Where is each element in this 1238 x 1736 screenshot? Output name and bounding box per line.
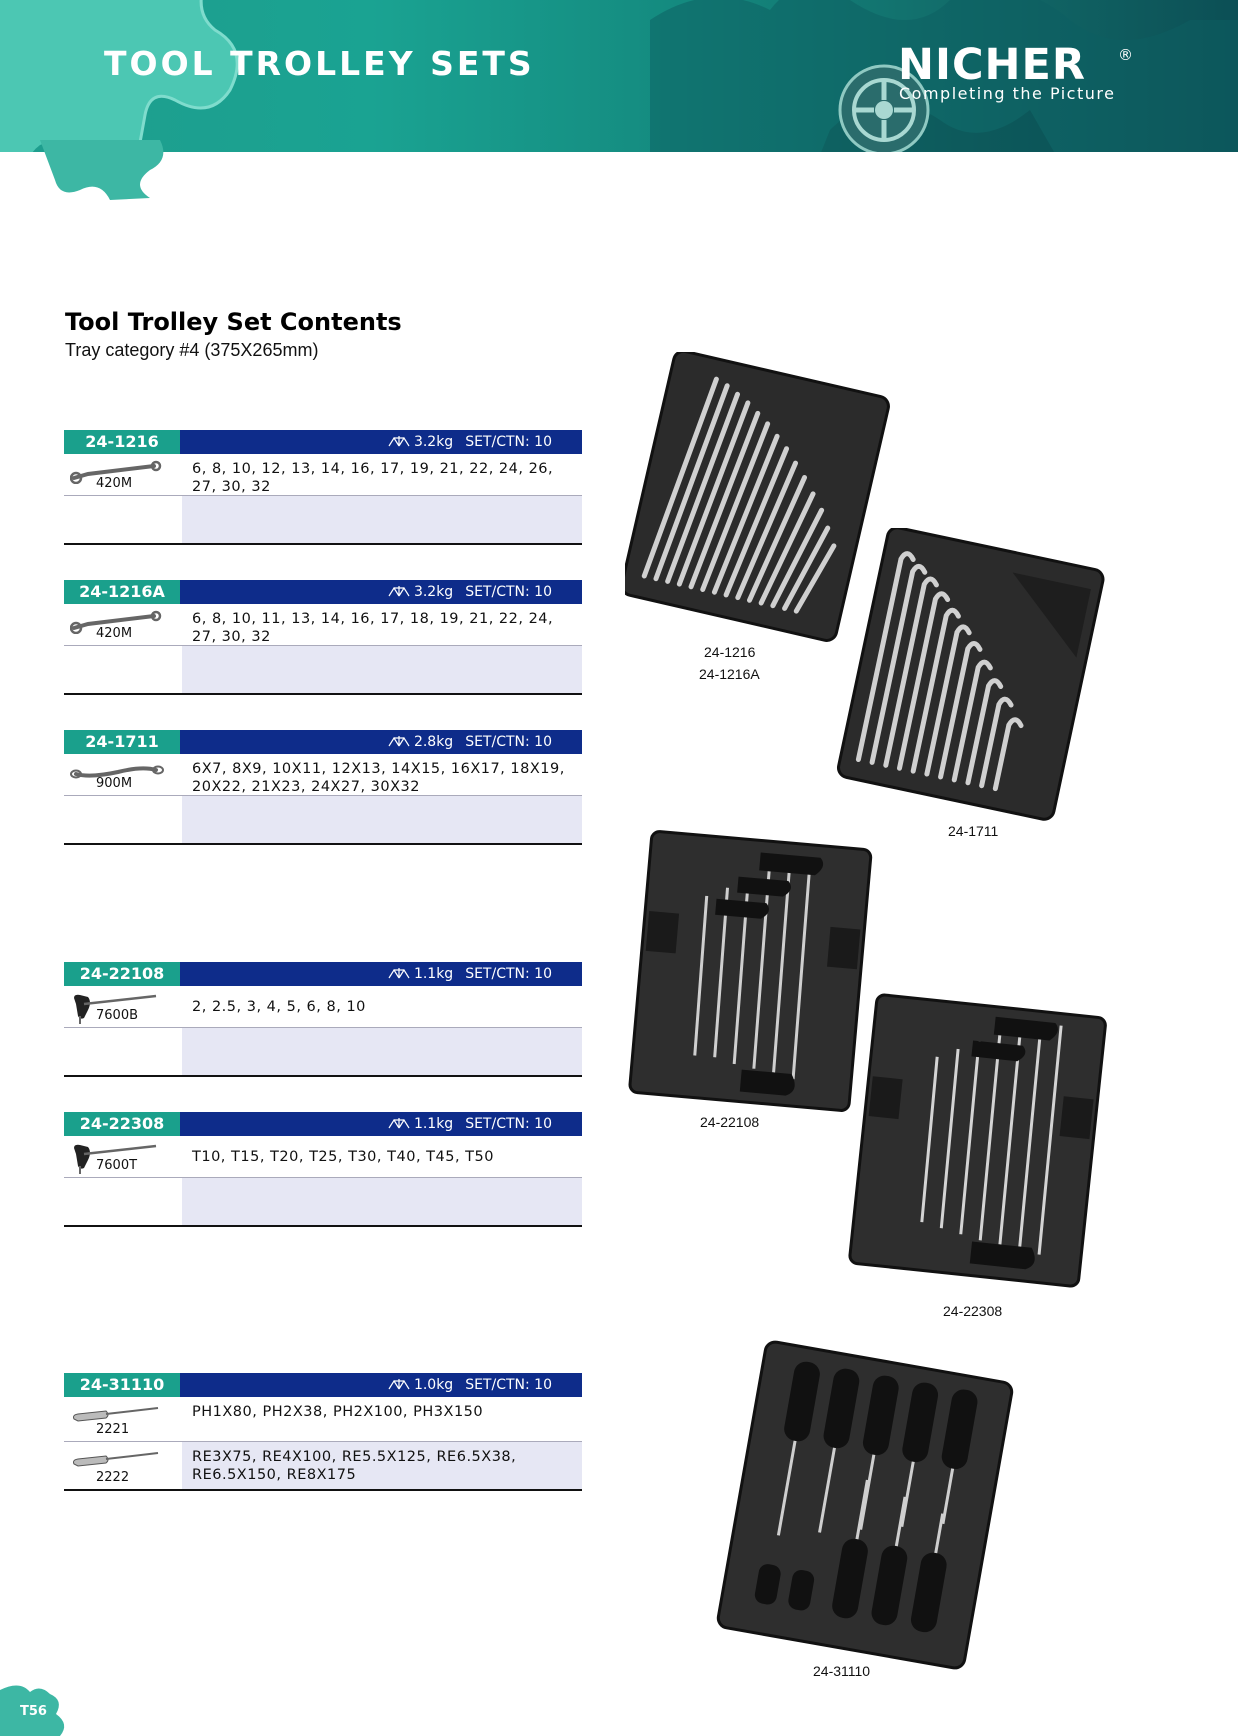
product-code: 24-22308: [64, 1112, 180, 1136]
tray-photo-t-handle-hex-keys: [620, 830, 880, 1120]
blank-row: [64, 796, 582, 843]
image-caption: 24-31110: [813, 1663, 871, 1679]
product-weight: 2.8kg: [413, 734, 454, 750]
table-rule: [64, 1075, 582, 1077]
table-rule: [64, 1489, 582, 1491]
tool-reference: 420M: [96, 476, 133, 491]
tray-photo-t-handle-torx-keys: [842, 992, 1122, 1302]
size-list: 6, 8, 10, 11, 13, 14, 16, 17, 18, 19, 21, 22, 24, 27, 30, 32: [192, 611, 554, 645]
page-title: TOOL TROLLEY SETS: [104, 44, 535, 83]
table-row: [64, 754, 582, 796]
product-weight: 1.1kg: [413, 1116, 454, 1132]
product-weight: 1.1kg: [413, 966, 454, 982]
product-header: [64, 1112, 582, 1136]
image-caption: 24-22108: [700, 1114, 760, 1130]
product-meta: [388, 580, 552, 604]
product-table: [64, 730, 582, 845]
product-code: 24-1711: [64, 730, 180, 754]
section-title: Tool Trolley Set Contents: [65, 308, 402, 336]
product-code: 24-22108: [64, 962, 180, 986]
scale-icon: [388, 1117, 410, 1129]
table-row: [64, 604, 582, 646]
product-table: [64, 1112, 582, 1227]
registered-mark: ®: [1118, 46, 1133, 64]
tool-reference: 900M: [96, 776, 133, 791]
blank-row: [64, 1028, 582, 1075]
product-weight: 3.2kg: [413, 434, 454, 450]
blank-row: [64, 1178, 582, 1225]
scale-icon: [388, 967, 410, 979]
product-table: [64, 580, 582, 695]
table-row: [64, 986, 582, 1028]
product-meta: [388, 962, 552, 986]
table-row: [64, 454, 582, 496]
brand-tagline: Completing the Picture: [899, 84, 1116, 103]
set-per-carton: SET/CTN: 10: [465, 584, 552, 600]
tool-reference: 2221: [96, 1422, 130, 1437]
product-code: 24-1216A: [64, 580, 180, 604]
size-list: RE3X75, RE4X100, RE5.5X125, RE6.5X38, RE6.5X150, RE8X175: [182, 1442, 582, 1489]
blank-row: [64, 646, 582, 693]
table-row: [64, 1442, 582, 1489]
set-per-carton: SET/CTN: 10: [465, 434, 552, 450]
product-meta: [388, 430, 552, 454]
tray-photo-offset-ring-wrenches: [830, 528, 1130, 828]
page-number: T56: [20, 1704, 47, 1719]
image-caption: 24-1711: [948, 823, 999, 839]
slotted-screwdriver-icon: [70, 1448, 166, 1470]
product-weight: 1.0kg: [413, 1377, 454, 1393]
table-row: [64, 1136, 582, 1178]
table-row: [64, 1397, 582, 1442]
blank-row: [64, 496, 582, 543]
set-per-carton: SET/CTN: 10: [465, 734, 552, 750]
size-list: 6X7, 8X9, 10X11, 12X13, 14X15, 16X17, 18X19, 20X22, 21X23, 24X27, 30X32: [192, 761, 565, 795]
product-table: [64, 962, 582, 1077]
set-per-carton: SET/CTN: 10: [465, 1377, 552, 1393]
product-table: [64, 1373, 582, 1491]
size-list: PH1X80, PH2X38, PH2X100, PH3X150: [192, 1404, 484, 1420]
size-list: 6, 8, 10, 12, 13, 14, 16, 17, 19, 21, 22, 24, 26, 27, 30, 32: [192, 461, 554, 495]
table-rule: [64, 843, 582, 845]
product-header: [64, 730, 582, 754]
tool-reference: 7600T: [96, 1158, 138, 1173]
header-banner: [0, 0, 1238, 152]
product-table: [64, 430, 582, 545]
size-list: T10, T15, T20, T25, T30, T40, T45, T50: [192, 1149, 494, 1165]
puzzle-tab-decoration: [0, 140, 200, 200]
set-per-carton: SET/CTN: 10: [465, 1116, 552, 1132]
product-header: [64, 1373, 582, 1397]
image-caption: 24-1216A: [699, 666, 760, 682]
table-rule: [64, 1225, 582, 1227]
scale-icon: [388, 1378, 410, 1390]
table-rule: [64, 693, 582, 695]
image-caption: 24-1216: [704, 644, 756, 660]
product-code: 24-31110: [64, 1373, 180, 1397]
set-per-carton: SET/CTN: 10: [465, 966, 552, 982]
product-header: [64, 430, 582, 454]
tool-reference: 7600B: [96, 1008, 139, 1023]
section-subtitle: Tray category #4 (375X265mm): [65, 340, 319, 360]
brand-logo: NICHER: [898, 40, 1087, 90]
product-code: 24-1216: [64, 430, 180, 454]
image-caption: 24-22308: [943, 1303, 1003, 1319]
table-rule: [64, 543, 582, 545]
size-list: 2, 2.5, 3, 4, 5, 6, 8, 10: [192, 999, 366, 1015]
scale-icon: [388, 435, 410, 447]
product-meta: [388, 730, 552, 754]
tool-reference: 2222: [96, 1470, 130, 1485]
product-header: [64, 580, 582, 604]
tray-photo-screwdrivers: [700, 1340, 1030, 1670]
product-meta: [388, 1112, 552, 1136]
product-meta: [388, 1373, 552, 1397]
product-header: [64, 962, 582, 986]
scale-icon: [388, 735, 410, 747]
tool-reference: 420M: [96, 626, 133, 641]
scale-icon: [388, 585, 410, 597]
product-weight: 3.2kg: [413, 584, 454, 600]
